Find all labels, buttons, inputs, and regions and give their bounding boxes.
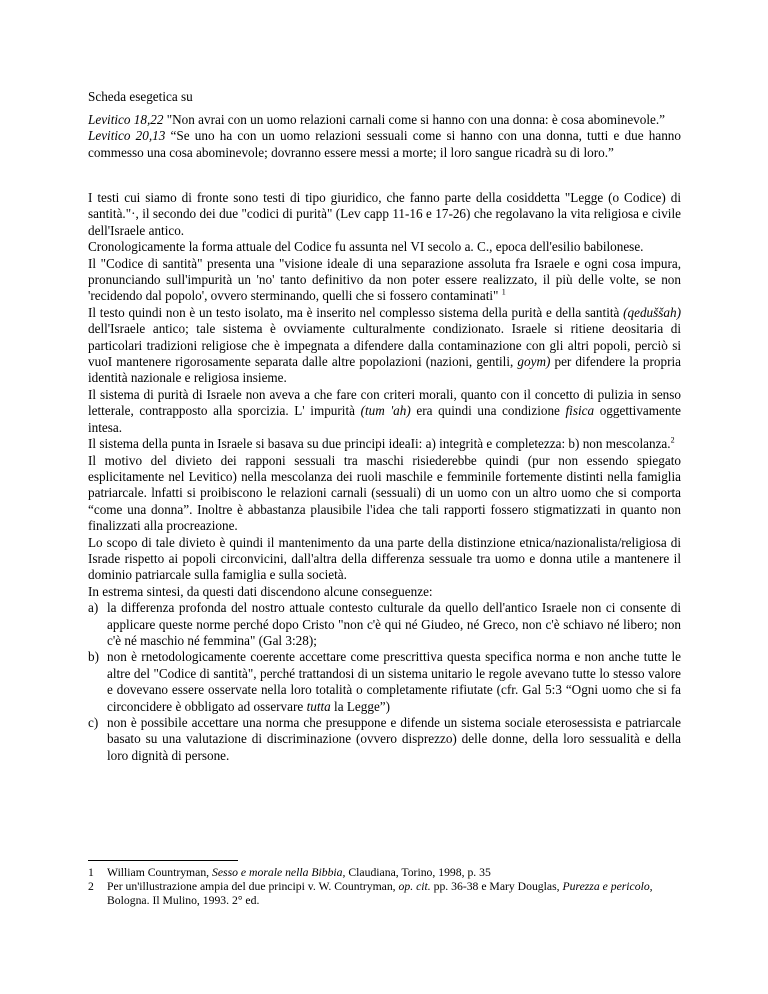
footnote-divider [88, 860, 238, 861]
body-text [88, 190, 681, 764]
paragraph-impurity: Il sistema di purità di Israele non aveva a che fare con criteri morali, quanto con il concetto di pulizia in senso letterale, contrapposto alla sporcizia. L' impurità (tum 'ah) era quindi una condizione fisica oggettivamente intesa. [88, 386, 681, 435]
paragraph-principles: Il sistema della punta in Israele si basava su due principi ideaIi: a) integrità e completezza: b) non mescolanza.$^2$ [88, 435, 675, 452]
consequences-list [88, 600, 681, 764]
list-item: b) non è rnetodologicamente coerente accettare come prescrittiva questa specifica norma e non anche tutte le altre del "Codice di santità", perché trattandosi di un sistema unitario le regole avevano tutte lo stesso valore e dovevano essere osservate nella loro totalità o completamente rifiutate (cfr. Gal 5:3 “Ogni uomo che si fa circoncidere è obbligato ad osservare tutta la Legge”) [88, 649, 681, 714]
list-marker: a) [88, 600, 99, 616]
verses-block [88, 112, 681, 161]
paragraph-purity-system: Il testo quindi non è un testo isolato, ma è inserito nel complesso sistema della purità e della santità (qeduššah) dell'Israele antico; tale sistema è ovviamente culturalmente condizionato. Israele si ritiene deositaria di particolari tradizioni religiose che è impegnata a difendere dalla contaminazione con gli altri popoli, perciò si vuoI mantenere rigorosamente separata dalle altre popolazioni (nazioni, gentili, goym) per difendere la propria identità nazionale e religiosa insieme. [88, 304, 681, 386]
paragraph-intro: I testi cui siamo di fronte sono testi di tipo giuridico, che fanno parte della cosiddetta "Legge (o Codice) di santità."·, il secondo dei due "codici di purità" (Lev capp 11-16 e 17-26) che regolavano la vita religiosa e civile dell'Israele antico. [88, 190, 681, 238]
footnotes [88, 866, 681, 909]
footnote-ref-2[interactable]: 2 [670, 435, 675, 445]
footnote-1: 1 William Countryman, Sesso e morale nella Bibbia, Claudiana, Torino, 1998, p. 35 [88, 866, 491, 879]
paragraph-purpose: Lo scopo di tale divieto è quindi il mantenimento da una parte della distinzione etnica/nazionalista/religiosa di Israde rispetto ai popoli circonvicini, dall'altra della differenza sessuale tra uomo e donna utile a mantenere il dominio patriarcale sulla famiglia e sulla società. [88, 534, 681, 583]
verse-lev-20-13 [88, 128, 681, 161]
verse-lev-18-22 [88, 112, 681, 128]
paragraph-chronology: Cronologicamente la forma attuale del Codice fu assunta nel VI secolo a. C., epoca dell'esilio babilonese. [88, 239, 644, 255]
paragraph-motive: Il motivo del divieto dei rapponi sessuali tra maschi risiederebbe quindi (pur non essendo spiegato esplicitamente nel Levitico) nella mescolanza dei ruoli maschile e femminile fortemente distinti nella famiglia patriarcale. lnfatti si proibiscono le relazioni carnali (sessuali) di un uomo con un altro uomo che si comporta “come una donna”. Inoltre è abbastanza plausibile l'idea che tali rapporti fossero stigmatizzati in quanto non finalizzati alla procreazione. [88, 452, 681, 534]
list-item: a) la differenza profonda del nostro attuale contesto culturale da quello dell'antico Israele non ci consente di applicare queste norme perché dopo Cristo "non c'è qui né Giudeo, né Greco, non c'è schiavo né libero; non c'è né maschio né femmina" (Gal 3:28); [88, 600, 681, 648]
verse-text: "Non avrai con un uomo relazioni carnali come si hanno con una donna: è cosa abominevole.” [163, 112, 666, 127]
list-item: c) non è possibile accettare una norma che presuppone e difende un sistema sociale eterosessista e patriarcale basato su una valutazione di discriminazione (ovvero disprezzo) delle donne, della loro sessualità e della loro dignità di persone. [88, 715, 681, 763]
paragraph-holiness-code: Il "Codice di santità" presenta una "visione ideale di una separazione assoluta fra Israele e ogni cosa impura, pronunciando sull'impurità un 'no' tanto definitivo da non poter essere realizzato, il più delle volte, se non 'recidendo dal popolo', ovvero sterminando, quelli che si fossero contaminati" $^1$ [88, 255, 681, 304]
paragraph-conclusion-intro: In estrema sintesi, da questi dati discendono alcune conseguenze: [88, 583, 433, 599]
verse-ref: Levitico 20,13 [88, 128, 166, 144]
footnote-2: 2 Per un'illustrazione ampia del due principi v. W. Countryman, op. cit. pp. 36-38 e Mary Douglas, Purezza e pericolo, Bologna. Il Mulino, 1993. 2° ed. [88, 880, 653, 908]
list-marker: b) [88, 649, 99, 665]
footnote-ref-1[interactable]: 1 [501, 288, 506, 298]
verse-text: “Se uno ha con un uomo relazioni sessuali come si hanno con una donna, tutti e due hanno commesso una cosa abominevole; dovranno essere messi a morte; il loro sangue ricadrà su di loro.” [88, 128, 681, 160]
document-title: Scheda esegetica su [88, 89, 193, 104]
list-marker: c) [88, 715, 99, 730]
verse-ref: Levitico 18,22 [88, 112, 164, 127]
